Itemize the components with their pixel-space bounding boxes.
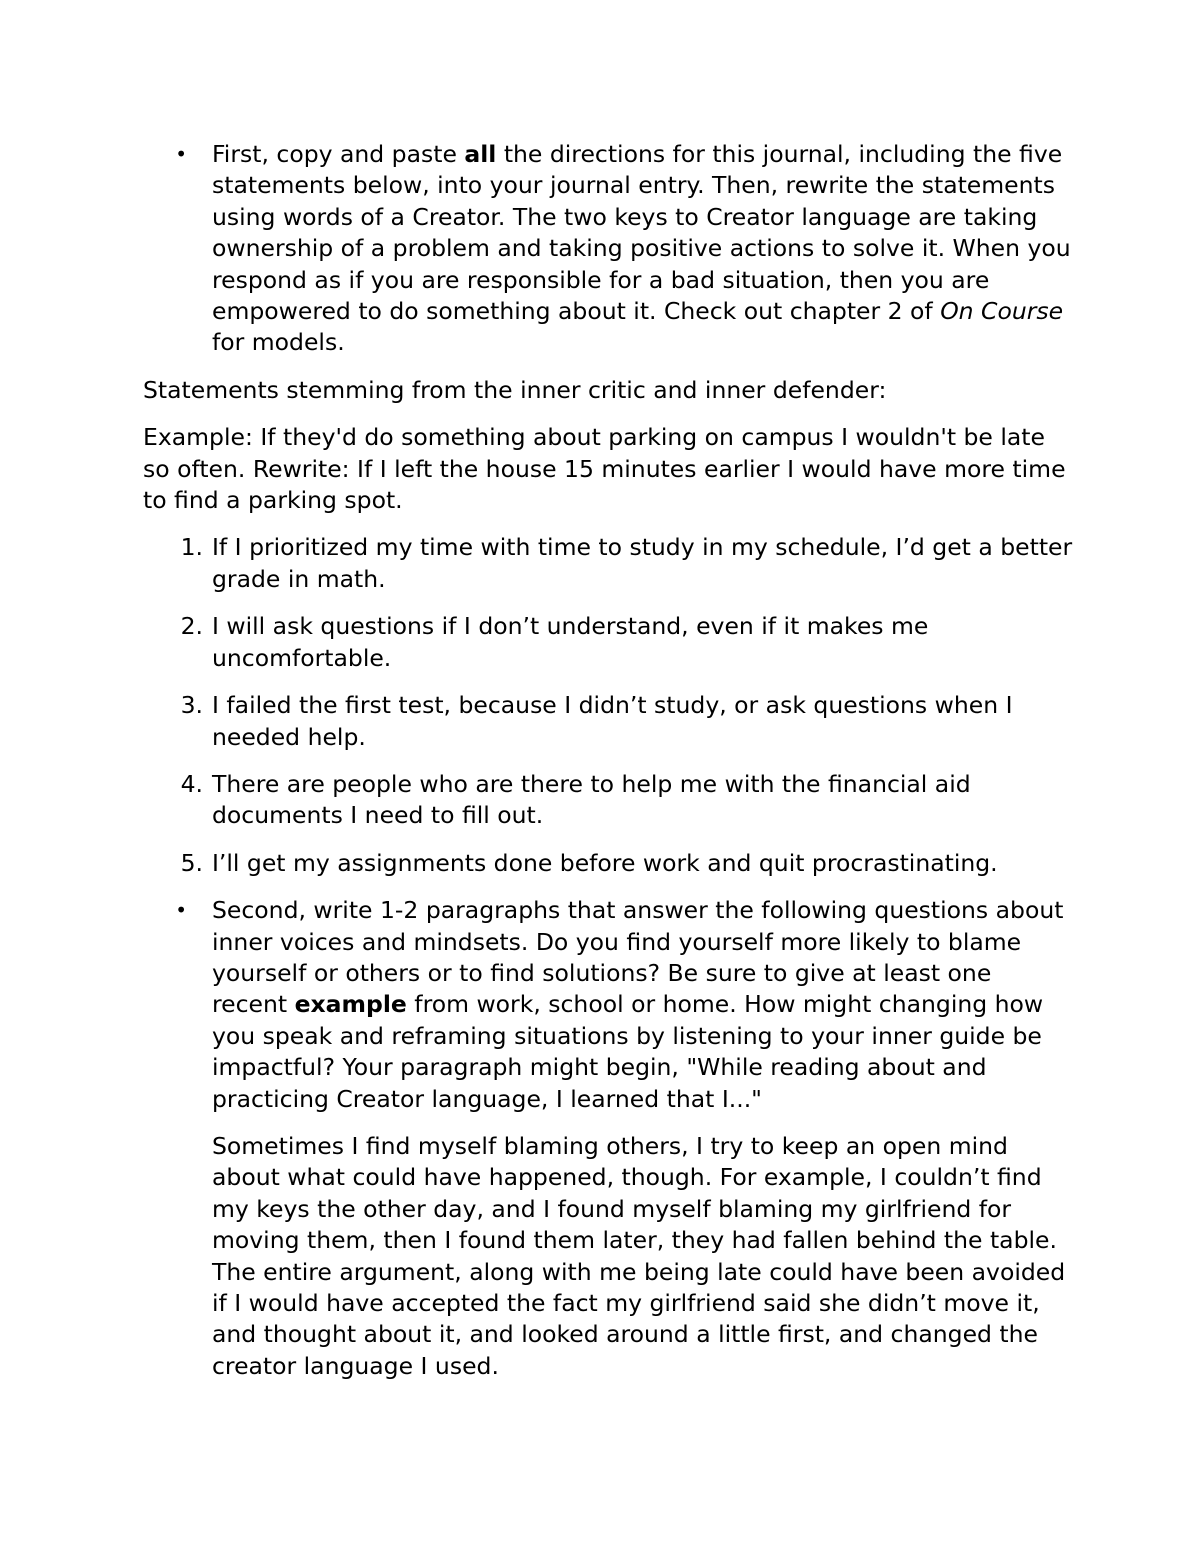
directions-bold-all: all <box>464 140 497 168</box>
directions-text-2b: from work, school or home. How might changing how you speak and reframing situations by listening to your inner guide be impactful? Your paragraph might begin, "While reading about and practicing Creator language, I learned that I..." <box>212 990 1044 1113</box>
statement-text: I failed the first test, because I didn’t study, or ask questions when I needed help. <box>212 691 1013 751</box>
statement-text: There are people who are there to help me with the financial aid documents I need to fill out. <box>212 769 971 830</box>
answer-paragraph: Sometimes I find myself blaming others, I try to keep an open mind about what could have happened, though. For example, I couldn’t find my keys the other day, and I found myself blaming my girlfriend for moving them, then I found them later, they had fallen behind the table. The entire argument, along with me being late could have been avoided if I would have accepted the fact my girlfriend said she didn’t move it, and thought about it, and looked around a little first, and changed the creator language I used. <box>212 1131 1066 1380</box>
statement-number: 3. <box>180 691 203 720</box>
statements-heading: Statements stemming from the inner critic and inner defender: <box>143 375 887 404</box>
statement-text: If I prioritized my time with time to study in my schedule, I’d get a better grade in math. <box>212 533 1073 593</box>
statement-number: 2. <box>180 612 203 641</box>
directions-text-2a: Second, write 1-2 paragraphs that answer the following questions about inner voices and mindsets. Do you find yourself more likely to blame yourself or others or to find solutions? Be sure to give at least one recent <box>212 896 1064 1019</box>
bullet-marker: • <box>175 142 187 166</box>
example-paragraph: Example: If they'd do something about parking on campus I wouldn't be late so often. Rewrite: If I left the house 15 minutes earlier I would have more time to find a parking spot. <box>143 423 1066 515</box>
statement-item-3 <box>143 690 1073 753</box>
statement-text: I will ask questions if I don’t understand, even if it makes me uncomfortable. <box>212 612 929 672</box>
directions-bold-example: example <box>294 990 407 1019</box>
directions-bullet-1 <box>143 139 1073 359</box>
statement-number: 4. <box>180 769 203 798</box>
bullet-marker: • <box>175 898 187 923</box>
directions-paragraph-2 <box>212 895 1073 1115</box>
directions-text-1a: First, copy and paste <box>212 140 465 168</box>
book-title-on-course: On Course <box>940 297 1064 326</box>
directions-text-1c: for models. <box>212 328 345 357</box>
statement-item-2 <box>143 611 1073 674</box>
statement-number: 1. <box>180 533 203 562</box>
statement-item-4 <box>143 769 1073 832</box>
statement-text: I’ll get my assignments done before work and quit procrastinating. <box>212 848 998 877</box>
statement-item-1 <box>143 532 1073 595</box>
directions-bullet-2 <box>143 895 1073 1382</box>
statement-number: 5. <box>180 848 203 877</box>
document-body <box>143 139 1073 1398</box>
directions-text-1b: the directions for this journal, including the five statements below, into your journal entry. Then, rewrite the statements using words of a Creator. The two keys to Creator language are taking ownership of a problem and taking positive actions to solve it. When you respond as if you are responsible for a bad situation, then you are empowered to do something about it. Check out chapter 2 of <box>212 140 1071 326</box>
statement-item-5 <box>143 848 1073 879</box>
